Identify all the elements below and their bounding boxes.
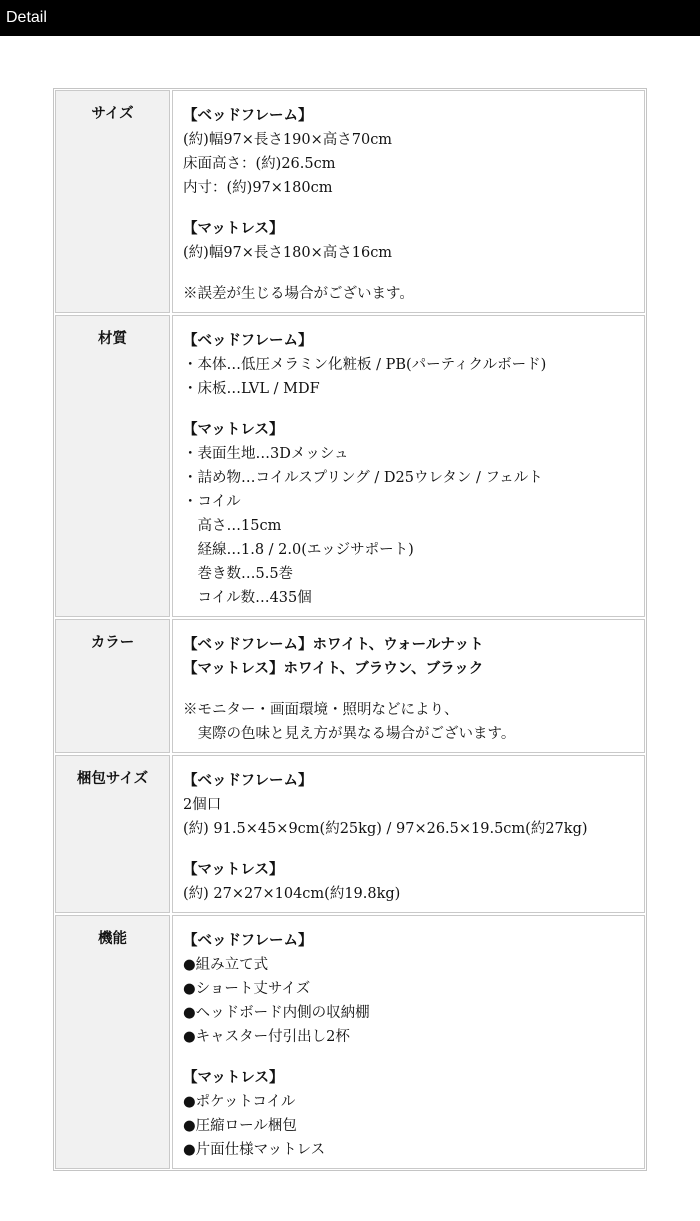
spec-line: ※モニター・画面環境・照明などにより、 <box>183 702 459 718</box>
spec-value <box>172 315 645 617</box>
header-title: Detail <box>6 9 47 26</box>
spec-subheading: 【ベッドフレーム】 <box>183 772 313 789</box>
spacer <box>183 401 634 418</box>
spec-line: ・詰め物…コイルスプリング / D25ウレタン / フェルト <box>183 470 543 486</box>
spec-line: (約)幅97×長さ180×高さ16cm <box>183 245 393 261</box>
spec-line: ●ショート丈サイズ <box>183 981 311 997</box>
spacer <box>183 1049 634 1066</box>
spec-row-features <box>55 915 645 1169</box>
spec-row-package-size <box>55 755 645 913</box>
spec-subheading: 【マットレス】ホワイト、ブラウン、ブラック <box>183 660 484 677</box>
spec-line: 実際の色味と見え方が異なる場合がございます。 <box>183 726 516 742</box>
spec-label: サイズ <box>55 90 170 313</box>
spec-line: ●ポケットコイル <box>183 1094 296 1110</box>
spec-row-color <box>55 619 645 753</box>
spec-line: ●キャスター付引出し2杯 <box>183 1029 350 1045</box>
spec-line: (約) 27×27×104cm(約19.8kg) <box>183 886 401 902</box>
spec-line: (約)幅97×長さ190×高さ70cm <box>183 132 393 148</box>
spec-line: ・表面生地…3Dメッシュ <box>183 446 349 462</box>
spec-line: 巻き数…5.5巻 <box>183 566 294 582</box>
spec-line: 床面高さ：(約)26.5cm <box>183 156 336 172</box>
spec-line: ●片面仕様マットレス <box>183 1142 326 1158</box>
spec-line: コイル数…435個 <box>183 590 312 606</box>
spec-label: 材質 <box>55 315 170 617</box>
spec-table <box>53 88 647 1171</box>
spec-line: ・本体…低圧メラミン化粧板 / PB(パーティクルボード) <box>183 357 547 373</box>
spacer <box>183 265 634 282</box>
spec-subheading: 【ベッドフレーム】 <box>183 107 313 124</box>
spec-row-material <box>55 315 645 617</box>
spec-subheading: 【ベッドフレーム】ホワイト、ウォールナット <box>183 636 484 653</box>
spec-line: 2個口 <box>183 797 222 813</box>
spec-subheading: 【マットレス】 <box>183 220 284 237</box>
spec-subheading: 【マットレス】 <box>183 421 284 438</box>
spec-line: 高さ…15cm <box>183 518 282 534</box>
spec-line: ●ヘッドボード内側の収納棚 <box>183 1005 370 1021</box>
spec-line: ・床板…LVL / MDF <box>183 381 320 397</box>
spec-line: ※誤差が生じる場合がございます。 <box>183 286 414 302</box>
spec-row-size <box>55 90 645 313</box>
spec-value <box>172 90 645 313</box>
spec-subheading: 【ベッドフレーム】 <box>183 932 313 949</box>
spec-line: (約) 91.5×45×9cm(約25kg) / 97×26.5×19.5cm(約27kg) <box>183 821 588 837</box>
spacer <box>183 681 634 698</box>
spec-subheading: 【マットレス】 <box>183 1069 284 1086</box>
spec-subheading: 【マットレス】 <box>183 861 284 878</box>
spacer <box>183 841 634 858</box>
spec-line: ●組み立て式 <box>183 957 269 973</box>
spec-label: 梱包サイズ <box>55 755 170 913</box>
spec-line: 経線…1.8 / 2.0(エッジサポート) <box>183 542 414 558</box>
spec-label: 機能 <box>55 915 170 1169</box>
spacer <box>183 200 634 217</box>
spec-value <box>172 755 645 913</box>
spec-label: カラー <box>55 619 170 753</box>
spec-value <box>172 915 645 1169</box>
spec-value <box>172 619 645 753</box>
spec-line: ・コイル <box>183 494 241 510</box>
spec-subheading: 【ベッドフレーム】 <box>183 332 313 349</box>
detail-header <box>0 0 700 36</box>
spec-line: ●圧縮ロール梱包 <box>183 1118 297 1134</box>
spec-line: 内寸：(約)97×180cm <box>183 180 333 196</box>
